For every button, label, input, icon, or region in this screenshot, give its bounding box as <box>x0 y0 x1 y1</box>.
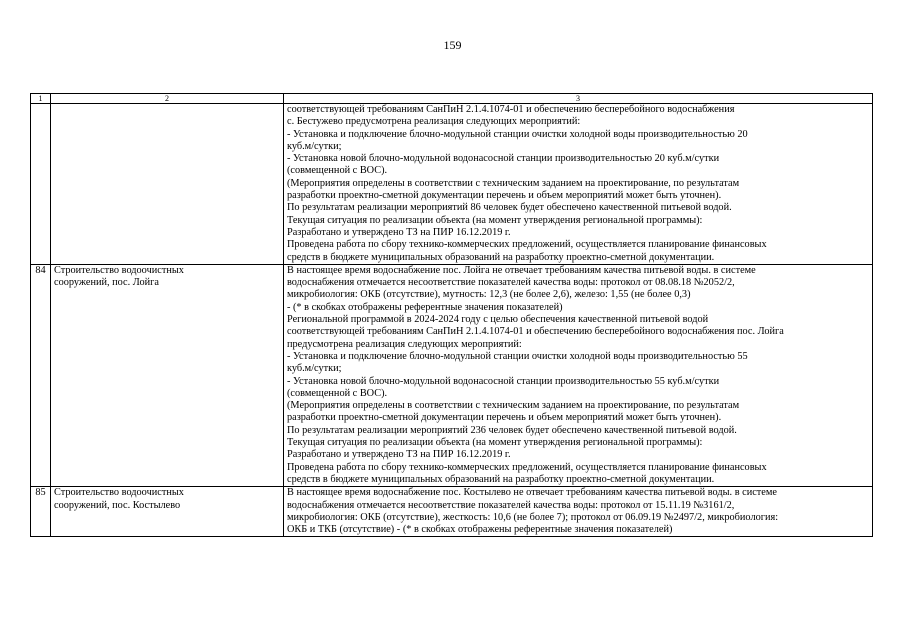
document-table <box>30 93 873 537</box>
description-line: - (* в скобках отображены референтные значения показателей) <box>287 301 563 313</box>
description-line: соответствующей требованиям СанПиН 2.1.4.1074-01 и обеспечению бесперебойного водоснабжения пос. Лойга <box>287 326 784 338</box>
object-name-line: сооружений, пос. Костылево <box>54 499 181 511</box>
description-line: соответствующей требованиям СанПиН 2.1.4.1074-01 и обеспечению бесперебойного водоснабжения <box>287 104 735 115</box>
description-line: Разработано и утверждено ТЗ на ПИР 16.12.2019 г. <box>287 226 511 238</box>
description-line: микробиология: ОКБ (отсутствие), мутность: 12,3 (не более 2,6), железо: 1,55 (не более 0,3) <box>287 289 691 301</box>
description-line: Проведена работа по сбору технико-коммерческих предложений, осуществляется планирование финансовых <box>287 461 767 473</box>
description-line: Проведена работа по сбору технико-коммерческих предложений, осуществляется планирование финансовых <box>287 239 767 251</box>
description-line: - Установка новой блочно-модульной водонасосной станции производительностью 20 куб.м/сутки <box>287 153 720 165</box>
row-number <box>31 104 51 265</box>
description-line: По результатам реализации мероприятий 236 человек будет обеспечено качественной питьевой водой. <box>287 424 737 436</box>
description-cell <box>284 487 873 537</box>
description-line: водоснабжения отмечается несоответствие показателей качества воды: протокол от 08.08.18 №2052/2, <box>287 277 735 289</box>
description-line: Текущая ситуация по реализации объекта (на момент утверждения региональной программы): <box>287 437 703 449</box>
description-line: Текущая ситуация по реализации объекта (на момент утверждения региональной программы): <box>287 214 703 226</box>
table-row <box>31 487 873 537</box>
object-name-line: сооружений, пос. Лойга <box>54 277 159 289</box>
description-line: (совмещенной с ВОС). <box>287 387 388 399</box>
description-line: ОКБ и ТКБ (отсутствие) - (* в скобках отображены референтные значения показателей) <box>287 524 673 536</box>
description-line: разработки проектно-сметной документации перечень и объем мероприятий может быть уточнен). <box>287 190 722 202</box>
description-line: В настоящее время водоснабжение пос. Лойга не отвечает требованиям качества питьевой воды. в системе <box>287 264 756 276</box>
description-line: микробиология: ОКБ (отсутствие), жесткость: 10,6 (не более 7); протокол от 06.09.19 №2497/2, микробиология: <box>287 511 779 523</box>
row-number: 84 <box>31 264 51 486</box>
description-line: (Мероприятия определены в соответствии с техническим заданием на проектирование, по результатам <box>287 400 740 412</box>
object-name-cell <box>51 264 284 486</box>
header-cell-3: 3 <box>284 94 873 104</box>
table-row <box>31 264 873 486</box>
page-number: 159 <box>443 38 462 52</box>
object-name-line: Строительство водоочистных <box>54 264 184 276</box>
description-line: - Установка и подключение блочно-модульной станции очистки холодной воды производительностью 55 <box>287 350 748 362</box>
table-header-row <box>31 94 873 104</box>
description-line: - Установка и подключение блочно-модульной станции очистки холодной воды производительностью 20 <box>287 128 748 140</box>
description-line: средств в бюджете муниципальных образований на разработку проектно-сметной документации. <box>287 473 715 485</box>
description-line: - Установка новой блочно-модульной водонасосной станции производительностью 55 куб.м/сутки <box>287 375 720 387</box>
description-line: водоснабжения отмечается несоответствие показателей качества воды: протокол от 15.11.19 №3161/2, <box>287 499 735 511</box>
description-cell <box>284 264 873 486</box>
description-cell <box>284 104 873 265</box>
description-line: куб.м/сутки; <box>287 363 342 375</box>
object-name-cell <box>51 487 284 537</box>
object-name-cell <box>51 104 284 265</box>
description-line: Разработано и утверждено ТЗ на ПИР 16.12.2019 г. <box>287 449 511 461</box>
description-line: Региональной программой в 2024-2024 году с целью обеспечения качественной питьевой водой <box>287 314 709 326</box>
table-row <box>31 104 873 265</box>
description-line: средств в бюджете муниципальных образований на разработку проектно-сметной документации. <box>287 251 715 263</box>
description-line: предусмотрена реализация следующих мероприятий: <box>287 338 522 350</box>
row-number: 85 <box>31 487 51 537</box>
description-line: По результатам реализации мероприятий 86 человек будет обеспечено качественной питьевой водой. <box>287 202 732 214</box>
description-line: куб.м/сутки; <box>287 140 342 152</box>
description-line: разработки проектно-сметной документации перечень и объем мероприятий может быть уточнен). <box>287 412 722 424</box>
header-cell-2: 2 <box>51 94 284 104</box>
header-cell-1: 1 <box>31 94 51 104</box>
description-line: (Мероприятия определены в соответствии с техническим заданием на проектирование, по результатам <box>287 177 740 189</box>
description-line: В настоящее время водоснабжение пос. Костылево не отвечает требованиям качества питьевой воды. в системе <box>287 487 777 499</box>
description-line: с. Бестужево предусмотрена реализация следующих мероприятий: <box>287 116 581 128</box>
description-line: (совмещенной с ВОС). <box>287 165 388 177</box>
object-name-line: Строительство водоочистных <box>54 487 184 499</box>
